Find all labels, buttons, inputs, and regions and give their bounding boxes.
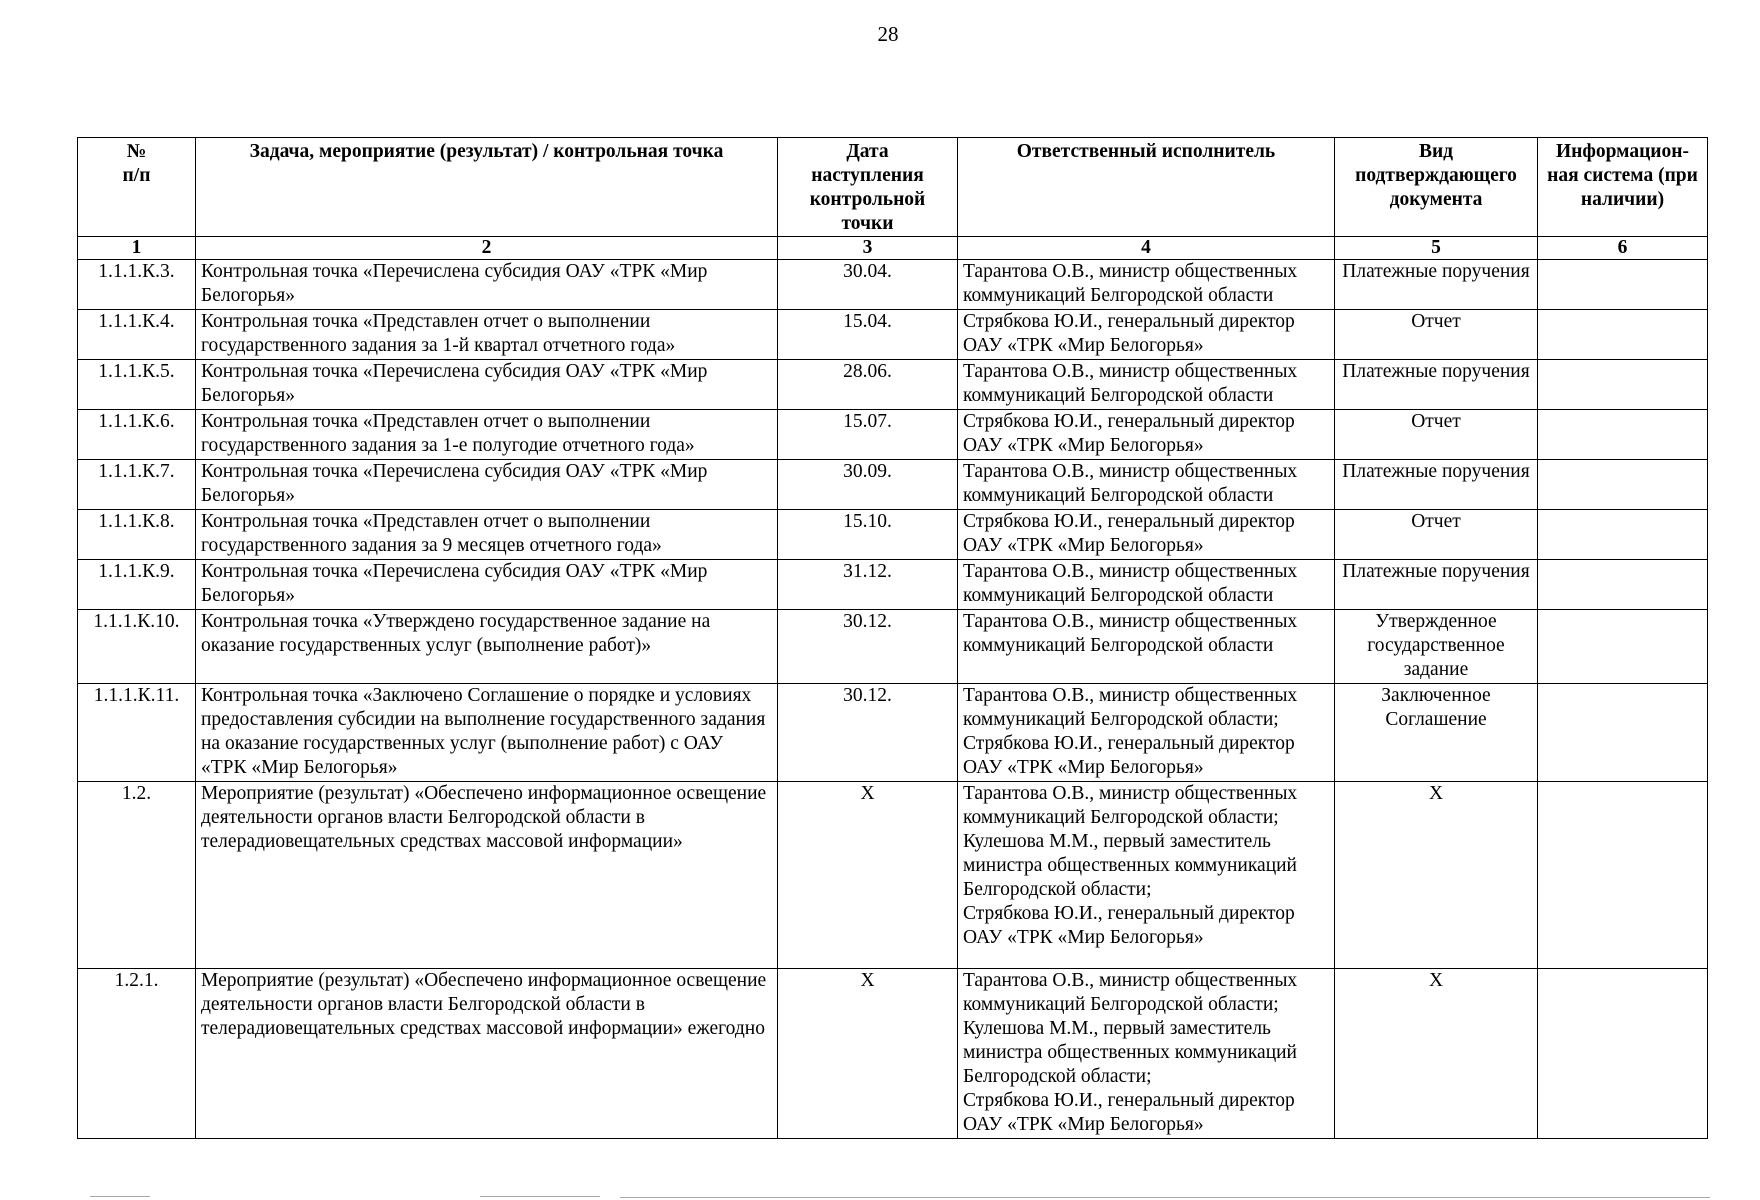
- scan-artifact-line: [620, 1197, 1710, 1198]
- responsible-person: Тарантова О.В., министр общественных коммуникаций Белгородской области;: [963, 970, 1298, 1015]
- row-number: 1.1.1.К.7.: [78, 460, 196, 510]
- row-date: 15.04.: [778, 310, 958, 360]
- responsible-person: Стрябкова Ю.И., генеральный директор ОАУ «ТРК «Мир Белогорья»: [963, 411, 1295, 456]
- row-system: [1538, 460, 1708, 510]
- column-number: 3: [778, 237, 958, 260]
- responsible-person: Тарантова О.В., министр общественных коммуникаций Белгородской области: [963, 561, 1298, 606]
- row-responsible: [958, 510, 1335, 560]
- row-document: Платежные поручения: [1335, 360, 1538, 410]
- column-number: 5: [1335, 237, 1538, 260]
- row-responsible: [958, 969, 1335, 1139]
- row-number: 1.2.: [78, 782, 196, 969]
- row-task: Контрольная точка «Представлен отчет о выполнении государственного задания за 1-й квартал отчетного года»: [196, 310, 778, 360]
- row-date: 30.12.: [778, 610, 958, 684]
- row-task: Контрольная точка «Заключено Соглашение о порядке и условиях предоставления субсидии на выполнение государственного задания на оказание государственных услуг (выполнение работ) с ОАУ «ТРК «Мир Белогорья»: [196, 684, 778, 782]
- row-system: [1538, 260, 1708, 310]
- row-document: Платежные поручения: [1335, 260, 1538, 310]
- table-row: [78, 560, 1708, 610]
- row-date: 31.12.: [778, 560, 958, 610]
- row-document: Отчет: [1335, 510, 1538, 560]
- row-system: [1538, 610, 1708, 684]
- column-numbers-row: [78, 237, 1708, 260]
- row-date: 15.07.: [778, 410, 958, 460]
- row-system: [1538, 360, 1708, 410]
- row-number: 1.1.1.К.9.: [78, 560, 196, 610]
- row-number: 1.1.1.К.10.: [78, 610, 196, 684]
- row-document: Х: [1335, 969, 1538, 1139]
- row-system: [1538, 782, 1708, 969]
- row-task: Мероприятие (результат) «Обеспечено информационное освещение деятельности органов власти Белгородской области в телерадиовещательных средствах массовой информации»: [196, 782, 778, 969]
- header-task: Задача, мероприятие (результат) / контрольная точка: [196, 138, 778, 237]
- row-system: [1538, 310, 1708, 360]
- row-task: Контрольная точка «Перечислена субсидия ОАУ «ТРК «Мир Белогорья»: [196, 260, 778, 310]
- header-system: Информацион- ная система (при наличии): [1538, 138, 1708, 237]
- responsible-person: Стрябкова Ю.И., генеральный директор ОАУ «ТРК «Мир Белогорья»: [963, 511, 1295, 556]
- header-responsible: Ответственный исполнитель: [958, 138, 1335, 237]
- responsible-person: Тарантова О.В., министр общественных коммуникаций Белгородской области: [963, 361, 1298, 406]
- row-date: 30.12.: [778, 684, 958, 782]
- header-number: № п/п: [78, 138, 196, 237]
- control-points-table: [77, 137, 1708, 1139]
- row-task: Мероприятие (результат) «Обеспечено информационное освещение деятельности органов власти Белгородской области в телерадиовещательных средствах массовой информации» ежегодно: [196, 969, 778, 1139]
- row-number: 1.2.1.: [78, 969, 196, 1139]
- row-number: 1.1.1.К.8.: [78, 510, 196, 560]
- row-date: 30.04.: [778, 260, 958, 310]
- row-document: Платежные поручения: [1335, 560, 1538, 610]
- row-task: Контрольная точка «Перечислена субсидия ОАУ «ТРК «Мир Белогорья»: [196, 560, 778, 610]
- table-row: [78, 360, 1708, 410]
- responsible-person: Тарантова О.В., министр общественных коммуникаций Белгородской области;: [963, 685, 1298, 730]
- row-date: Х: [778, 969, 958, 1139]
- row-responsible: [958, 684, 1335, 782]
- table-row: [78, 260, 1708, 310]
- row-document: Х: [1335, 782, 1538, 969]
- row-responsible: [958, 260, 1335, 310]
- row-task: Контрольная точка «Представлен отчет о выполнении государственного задания за 9 месяцев отчетного года»: [196, 510, 778, 560]
- column-number: 2: [196, 237, 778, 260]
- row-document: Заключенное Соглашение: [1335, 684, 1538, 782]
- table-row: [78, 610, 1708, 684]
- responsible-person: Тарантова О.В., министр общественных коммуникаций Белгородской области: [963, 611, 1298, 656]
- row-responsible: [958, 782, 1335, 969]
- table-header-row: [78, 138, 1708, 237]
- row-task: Контрольная точка «Представлен отчет о выполнении государственного задания за 1-е полугодие отчетного года»: [196, 410, 778, 460]
- row-number: 1.1.1.К.5.: [78, 360, 196, 410]
- responsible-person: Кулешова М.М., первый заместитель министра общественных коммуникаций Белгородской области;: [963, 831, 1297, 900]
- row-document: Отчет: [1335, 310, 1538, 360]
- row-date: Х: [778, 782, 958, 969]
- row-system: [1538, 969, 1708, 1139]
- row-responsible: [958, 410, 1335, 460]
- table-row: [78, 510, 1708, 560]
- table-row: [78, 460, 1708, 510]
- row-system: [1538, 560, 1708, 610]
- row-number: 1.1.1.К.3.: [78, 260, 196, 310]
- row-date: 15.10.: [778, 510, 958, 560]
- responsible-person: Тарантова О.В., министр общественных коммуникаций Белгородской области: [963, 261, 1298, 306]
- row-system: [1538, 510, 1708, 560]
- responsible-person: Стрябкова Ю.И., генеральный директор ОАУ «ТРК «Мир Белогорья»: [963, 311, 1295, 356]
- row-task: Контрольная точка «Перечислена субсидия ОАУ «ТРК «Мир Белогорья»: [196, 360, 778, 410]
- row-date: 28.06.: [778, 360, 958, 410]
- responsible-person: Стрябкова Ю.И., генеральный директор ОАУ «ТРК «Мир Белогорья»: [963, 733, 1295, 778]
- row-responsible: [958, 560, 1335, 610]
- table-row: [78, 310, 1708, 360]
- table-row: [78, 684, 1708, 782]
- row-system: [1538, 684, 1708, 782]
- header-document: Вид подтверждающего документа: [1335, 138, 1538, 237]
- row-responsible: [958, 360, 1335, 410]
- table-row: [78, 410, 1708, 460]
- responsible-person: Стрябкова Ю.И., генеральный директор ОАУ «ТРК «Мир Белогорья»: [963, 1090, 1295, 1135]
- row-responsible: [958, 310, 1335, 360]
- column-number: 4: [958, 237, 1335, 260]
- responsible-person: Тарантова О.В., министр общественных коммуникаций Белгородской области;: [963, 783, 1298, 828]
- row-document: Отчет: [1335, 410, 1538, 460]
- column-number: 1: [78, 237, 196, 260]
- scan-artifact-line: [480, 1196, 600, 1197]
- responsible-person: Стрябкова Ю.И., генеральный директор ОАУ «ТРК «Мир Белогорья»: [963, 903, 1295, 948]
- column-number: 6: [1538, 237, 1708, 260]
- row-document: Утвержденное государственное задание: [1335, 610, 1538, 684]
- page-number: 28: [877, 22, 899, 46]
- row-task: Контрольная точка «Утверждено государственное задание на оказание государственных услуг (выполнение работ)»: [196, 610, 778, 684]
- row-responsible: [958, 610, 1335, 684]
- row-date: 30.09.: [778, 460, 958, 510]
- row-number: 1.1.1.К.4.: [78, 310, 196, 360]
- row-system: [1538, 410, 1708, 460]
- scan-artifact-line: [90, 1196, 150, 1197]
- row-document: Платежные поручения: [1335, 460, 1538, 510]
- table-row: [78, 782, 1708, 969]
- responsible-person: Тарантова О.В., министр общественных коммуникаций Белгородской области: [963, 461, 1298, 506]
- row-responsible: [958, 460, 1335, 510]
- row-number: 1.1.1.К.11.: [78, 684, 196, 782]
- table-body: [78, 260, 1708, 1139]
- header-date: Дата наступления контрольной точки: [778, 138, 958, 237]
- row-number: 1.1.1.К.6.: [78, 410, 196, 460]
- row-task: Контрольная точка «Перечислена субсидия ОАУ «ТРК «Мир Белогорья»: [196, 460, 778, 510]
- responsible-person: Кулешова М.М., первый заместитель министра общественных коммуникаций Белгородской области;: [963, 1018, 1297, 1087]
- table-row: [78, 969, 1708, 1139]
